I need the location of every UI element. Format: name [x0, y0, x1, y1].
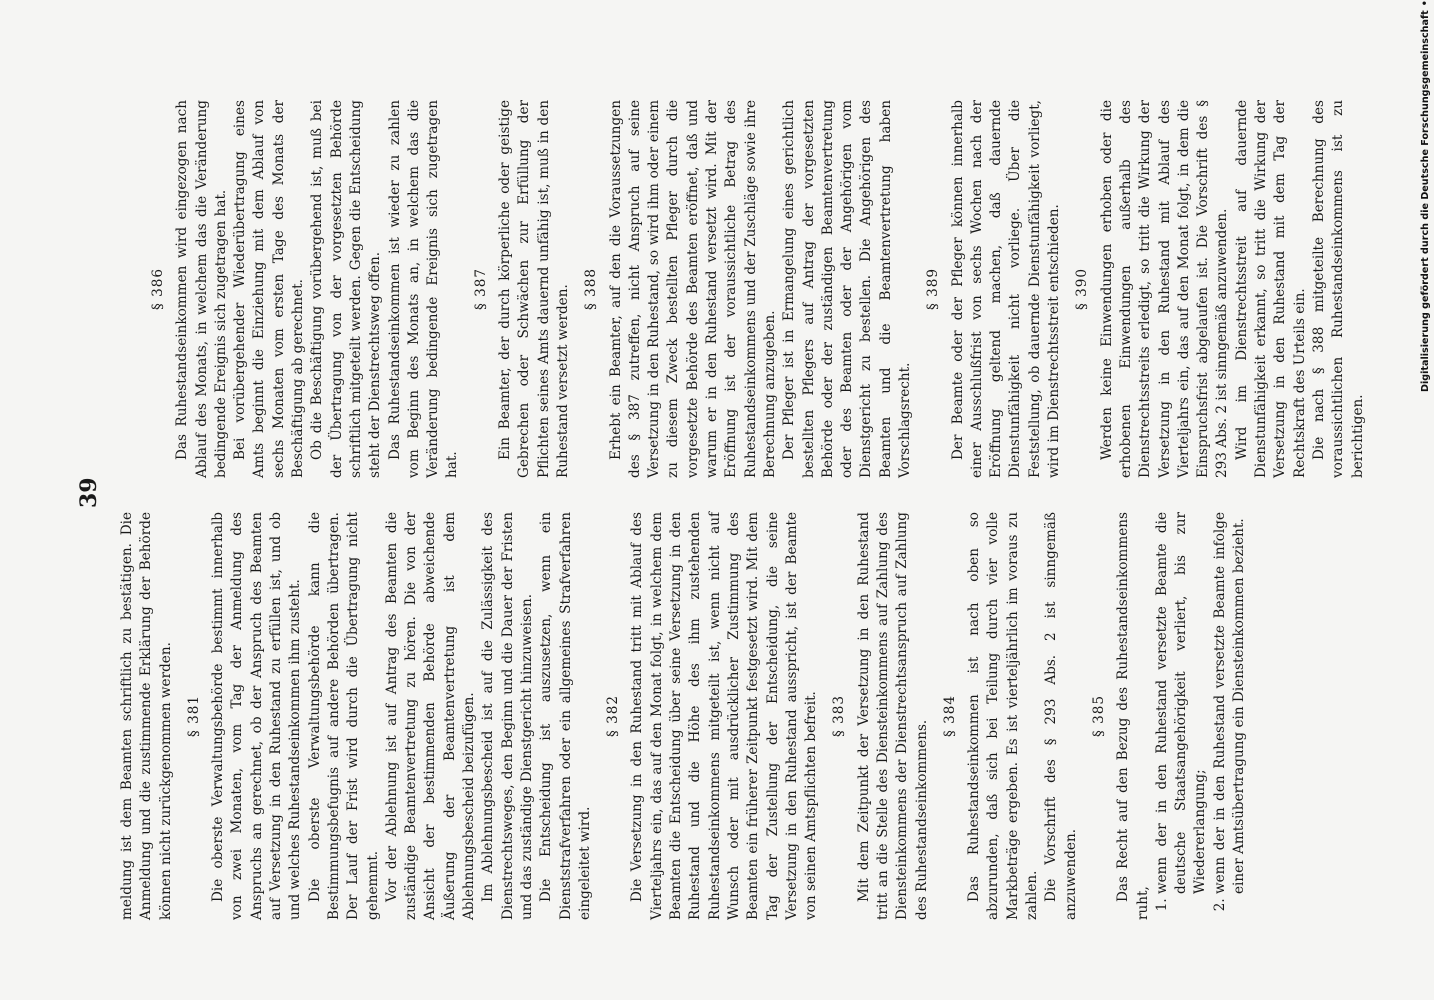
paragraph: Der Beamte oder der Pfleger können innerhalb einer Ausschlußfrist von sechs Wochen nach der Eröffnung geltend machen, daß dauernde Dienstunfähigkeit nicht vorliege. Über die Feststellung, ob dauernde Dienstunfähigkeit vorliegt, wird im Dienstrechtsstreit entschieden.: [949, 100, 1063, 478]
section-heading-388: § 388: [583, 267, 600, 311]
left-column: [118, 512, 1249, 920]
section-heading-382: § 382: [605, 694, 622, 738]
credit-text: Digitalisierung gefördert durch die Deutsche Forschungsgemeinschaft: [1420, 10, 1431, 392]
list-item: 1. wenn der in den Ruhestand versetzte Beamte die deutsche Staatsangehörigkeit verliert, bis zur Wiedererlangung;: [1153, 512, 1211, 894]
paragraph: Bei vorübergehender Wiederübertragung eines Amts beginnt die Einziehung mit dem Ablauf von sechs Monaten vom ersten Tage des Monats der Beschäftigung ab gerechnet.: [232, 100, 307, 478]
paragraph: Die Versetzung in den Ruhestand tritt mit Ablauf des Vierteljahrs ein, das auf den Monat folgt, in welchem dem Beamten die Entscheidung über seine Versetzung in den Ruhestand und die Höhe des ihm zustehenden Ruhestandseinkommens mitgeteilt ist, wenn nicht auf Wunsch oder mit ausdrücklicher Zustimmung des Beamten ein früherer Zeitpunkt festgesetzt wird. Mit dem Tag der Zustellung der Entscheidung, die seine Versetzung in den Ruhestand ausspricht, ist der Beamte von seinen Amtspflichten befreit.: [629, 512, 820, 920]
paragraph: Ein Beamter, der durch körperliche oder geistige Gebrechen oder Schwächen zur Erfüllung der Pflichten seines Amts dauernd unfähig ist, muß in den Ruhestand versetzt werden.: [497, 100, 571, 478]
section-heading-389: § 389: [925, 267, 942, 311]
paragraph: Die Vorschrift des § 293 Abs. 2 ist sinngemäß anzuwenden.: [1043, 512, 1079, 920]
paragraph: Im Ablehnungsbescheid ist auf die Zulässigkeit des Dienstrechtsweges, den Beginn und die Dauer der Fristen und das zuständige Dienstgericht hinzuweisen.: [480, 512, 535, 920]
section-heading-381: § 381: [185, 694, 202, 738]
paragraph: Die Entscheidung ist auszusetzen, wenn ein Dienststrafverfahren oder ein allgemeines Strafverfahren eingeleitet wird.: [538, 512, 593, 920]
paragraph: Mit dem Zeitpunkt der Versetzung in den Ruhestand tritt an die Stelle des Diensteinkommens auf Zahlung des Diensteinkommens der Dienstrechtsanspruch auf Zahlung des Ruhestandseinkommens.: [855, 512, 930, 920]
paragraph: Vor der Ablehnung ist auf Antrag des Beamten die zuständige Beamtenvertretung zu hören. Die von der Ansicht der bestimmenden Behörde abweichende Äußerung der Beamtenvertretung ist dem Ablehnungsbescheid beizufügen.: [383, 512, 478, 920]
section-heading-387: § 387: [472, 267, 489, 311]
paragraph: Wird im Dienstrechtsstreit auf dauernde Dienstunfähigkeit erkannt, so tritt die Wirkung der Versetzung in den Ruhestand mit dem Tag der Rechtskraft des Urteils ein.: [1233, 100, 1308, 478]
continued-text: meldung ist dem Beamten schriftlich zu bestätigen. Die Anmeldung und die zustimmende Erklärung der Behörde können nicht zurückgenommen werden.: [119, 512, 174, 920]
section-heading-385: § 385: [1090, 694, 1107, 738]
paragraph: Das Ruhestandseinkommen ist nach oben so abzurunden, daß sich bei Teilung durch vier volle Markbeträge ergeben. Es ist vierteljährlich im voraus zu zahlen.: [966, 512, 1041, 920]
right-column: [140, 100, 1368, 478]
paragraph: Die oberste Verwaltungsbehörde bestimmt innerhalb von zwei Monaten, vom Tag der Anmeldung des Anspruchs an gerechnet, ob der Anspruch des Beamten auf Versetzung in den Ruhestand zu erfüllen ist, und ob und welches Ruhestandseinkommen ihm zusteht.: [210, 512, 304, 920]
paragraph: Ob die Beschäftigung vorübergehend ist, muß bei der Übertragung von der vorgesetzten Behörde schriftlich mitgeteilt werden. Gegen die Entscheidung steht der Dienstrechtsweg offen.: [309, 100, 384, 478]
paragraph: Das Ruhestandseinkommen ist wieder zu zahlen vom Beginn des Monats an, in welchem das die Veränderung bedingende Ereignis sich zugetragen hat.: [386, 100, 461, 478]
paragraph: Erhebt ein Beamter, auf den die Voraussetzungen des § 387 zutreffen, nicht Anspruch auf seine Versetzung in den Ruhestand, so wird ihm oder einem zu diesem Zweck bestellten Pfleger durch die vorgesetzte Behörde des Beamten eröffnet, daß und warum er in den Ruhestand versetzt wird. Mit der Eröffnung ist der voraussichtliche Betrag des Ruhestandseinkommens und der Zuschläge sowie ihre Berechnung anzugeben.: [607, 100, 778, 478]
page-number: 39: [76, 477, 102, 508]
paragraph: Die nach § 388 mitgeteilte Berechnung des voraussichtlichen Ruhestandseinkommens ist zu berichtigen.: [1310, 100, 1366, 478]
paragraph: Der Pfleger ist in Ermangelung eines gerichtlich bestellten Pflegers auf Antrag der vorgesetzten Behörde oder der zuständigen Beamtenvertretung oder des Beamten oder der Angehörigen vom Dienstgericht zu bestellen. Die Angehörigen des Beamten und die Beamtenvertretung haben Vorschlagsrecht.: [781, 100, 913, 478]
paragraph: Das Ruhestandseinkommen wird eingezogen nach Ablauf des Monats, in welchem das die Veränderung bedingende Ereignis sich zugetragen hat.: [174, 100, 229, 478]
paragraph: Werden keine Einwendungen erhoben oder die erhobenen Einwendungen außerhalb des Dienstrechtsstreits erledigt, so tritt die Wirkung der Versetzung in den Ruhestand mit Ablauf des Vierteljahrs ein, das auf den Monat folgt, in dem die Einspruchsfrist abgelaufen ist. Die Vorschrift des § 293 Abs. 2 ist sinngemäß anzuwenden.: [1098, 100, 1231, 478]
credit-separator: •: [1420, 0, 1431, 7]
list-item: 2. wenn der in den Ruhestand versetzte Beamte infolge einer Amtsübertragung ein Diensteinkommen bezieht.: [1211, 512, 1250, 894]
paragraph: Die oberste Verwaltungsbehörde kann die Bestimmungsbefugnis auf andere Behörden übertragen. Der Lauf der Frist wird durch die Übertragung nicht gehemmt.: [306, 512, 381, 920]
paragraph: Das Recht auf den Bezug des Ruhestandseinkommens ruht,: [1115, 512, 1151, 920]
section-heading-384: § 384: [941, 694, 958, 738]
digitization-credit: [1420, 0, 1431, 392]
numbered-list: [1153, 512, 1249, 920]
section-heading-383: § 383: [831, 694, 848, 738]
section-heading-390: § 390: [1074, 267, 1091, 311]
section-heading-386: § 386: [150, 267, 166, 311]
